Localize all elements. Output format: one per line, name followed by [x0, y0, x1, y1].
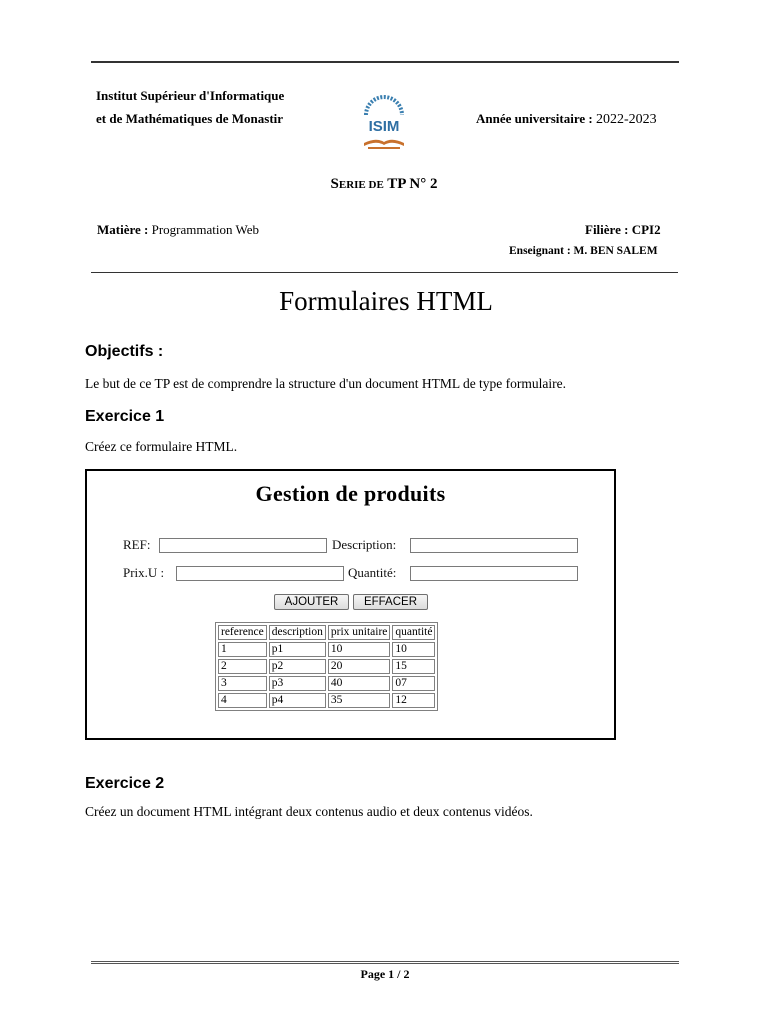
exercise1-form-screenshot [85, 469, 616, 740]
series-small-caps: ERIE DE [338, 179, 384, 191]
col-description: description [269, 625, 326, 640]
exercise2-text: Créez un document HTML intégrant deux contenus audio et deux contenus vidéos. [85, 804, 533, 819]
form-title: Gestion de produits [255, 481, 446, 506]
cell-quantity: 12 [392, 693, 435, 708]
series-title [0, 176, 768, 193]
cell-reference: 1 [218, 642, 267, 657]
track-value: CPI2 [631, 222, 661, 237]
top-rule [91, 61, 679, 63]
cell-quantity: 15 [392, 659, 435, 674]
table-row [218, 642, 435, 657]
cell-description: p1 [269, 642, 326, 657]
products-table [215, 622, 438, 711]
price-input[interactable] [176, 566, 344, 581]
table-row [218, 693, 435, 708]
col-reference: reference [218, 625, 267, 640]
institute-line-1: Institut Supérieur d'Informatique [96, 88, 285, 103]
academic-year [476, 111, 657, 128]
isim-logo [358, 93, 410, 155]
cell-quantity: 07 [392, 676, 435, 691]
cell-description: p4 [269, 693, 326, 708]
price-label: Prix.U : [123, 565, 165, 580]
clear-button[interactable]: EFFACER [353, 594, 428, 610]
cell-reference: 4 [218, 693, 267, 708]
description-label: Description: [332, 537, 397, 552]
exercise2-heading: Exercice 2 [85, 775, 165, 792]
subject-label: Matière : [97, 222, 149, 237]
quantity-input[interactable] [410, 566, 578, 581]
table-row [218, 676, 435, 691]
cell-unit-price: 40 [328, 676, 391, 691]
objectives-text: Le but de ce TP est de comprendre la structure d'un document HTML de type formulaire. [85, 376, 567, 391]
table-header-row [218, 625, 435, 640]
page-number: Page 1 / 2 [360, 967, 410, 981]
exercise1-text: Créez ce formulaire HTML. [85, 439, 238, 454]
academic-year-value: 2022-2023 [596, 112, 657, 127]
quantity-label: Quantité: [348, 565, 397, 580]
footer-rule [91, 961, 679, 964]
academic-year-label: Année universitaire : [476, 111, 593, 126]
cell-description: p2 [269, 659, 326, 674]
logo-text: ISIM [368, 118, 400, 135]
cell-quantity: 10 [392, 642, 435, 657]
ref-input[interactable] [159, 538, 327, 553]
objectives-heading: Objectifs : [85, 343, 164, 360]
exercise1-heading: Exercice 1 [85, 408, 165, 425]
table-row [218, 659, 435, 674]
subject-value: Programmation Web [151, 222, 260, 237]
cell-reference: 2 [218, 659, 267, 674]
header-bottom-rule [91, 272, 678, 273]
track [585, 222, 661, 238]
document-title: Formulaires HTML [279, 286, 493, 316]
col-unit-price: prix unitaire [328, 625, 391, 640]
institute-line-2: et de Mathématiques de Monastir [96, 111, 284, 126]
cell-description: p3 [269, 676, 326, 691]
cell-unit-price: 20 [328, 659, 391, 674]
logo-emblem-icon [358, 93, 410, 155]
track-label: Filière : [585, 222, 629, 237]
cell-unit-price: 35 [328, 693, 391, 708]
col-quantity: quantité [392, 625, 435, 640]
ref-label: REF: [123, 537, 151, 552]
series-number: TP N° 2 [387, 176, 438, 192]
subject [97, 222, 259, 238]
cell-reference: 3 [218, 676, 267, 691]
cell-unit-price: 10 [328, 642, 391, 657]
description-input[interactable] [410, 538, 578, 553]
add-button[interactable]: AJOUTER [274, 594, 349, 610]
teacher: Enseignant : M. BEN SALEM [509, 245, 658, 257]
series-prefix: S [330, 176, 339, 192]
